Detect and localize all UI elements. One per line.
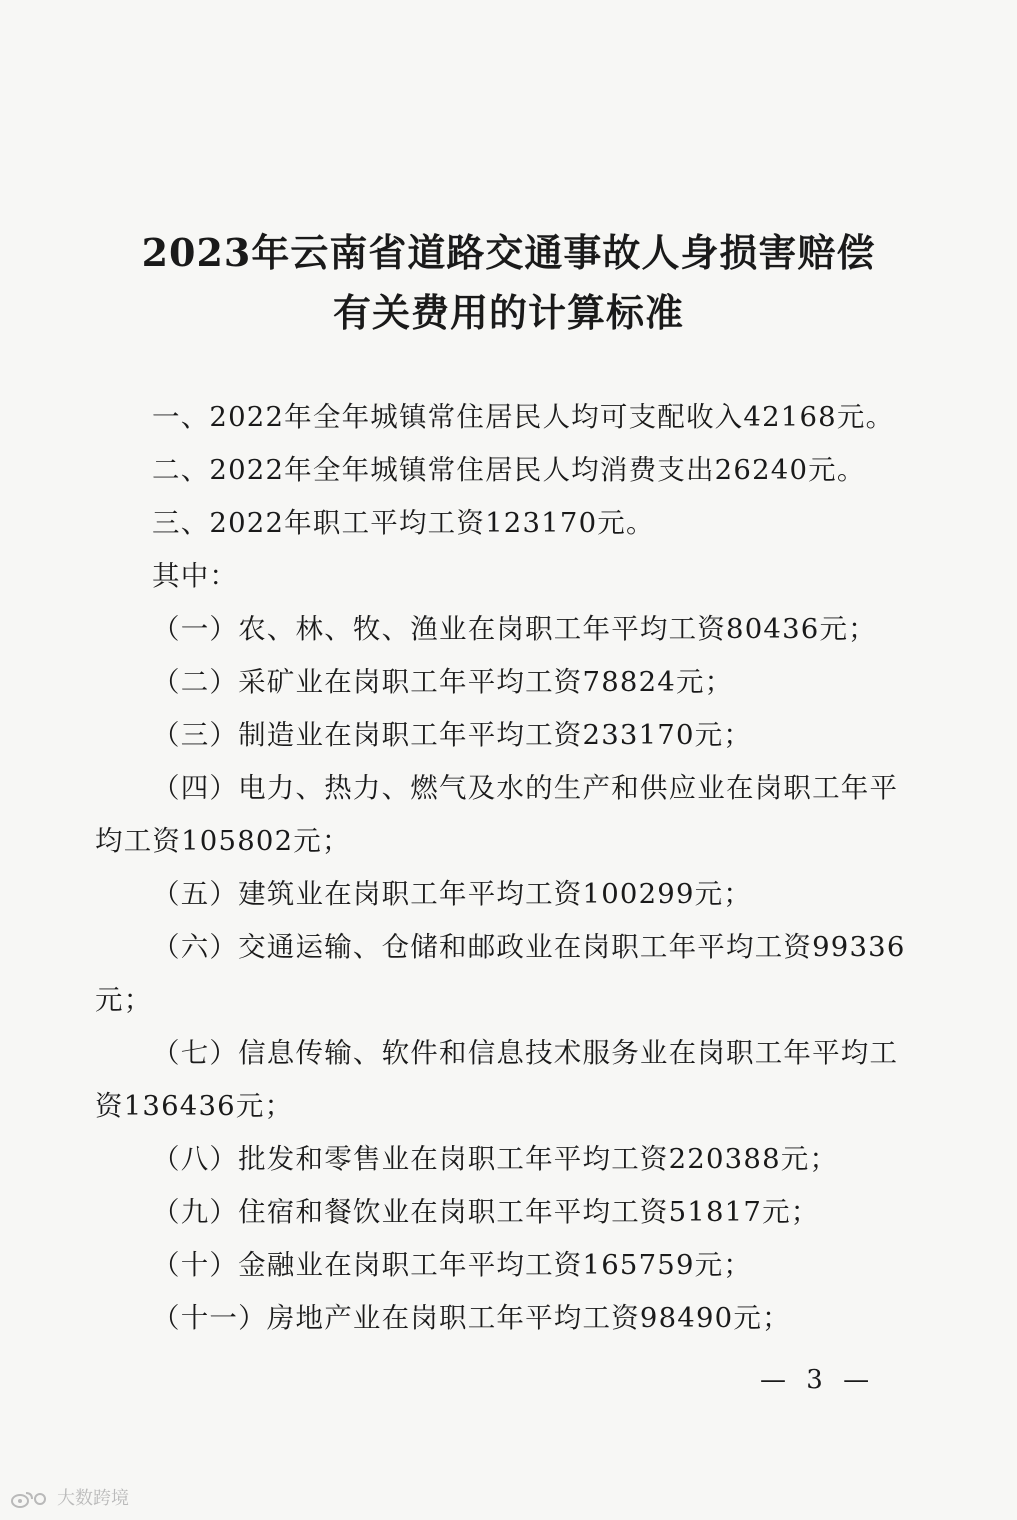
sub-item-10: （十）金融业在岗职工年平均工资165759元； [152, 1249, 753, 1281]
item-2-consumption: 二、2022年全年城镇常住居民人均消费支出26240元。 [152, 454, 866, 486]
sub-item-5: （五）建筑业在岗职工年平均工资100299元； [152, 878, 753, 910]
document-title-line-1: 2023年云南省道路交通事故人身损害赔偿 [141, 230, 876, 275]
item-1-income: 一、2022年全年城镇常住居民人均可支配收入42168元。 [152, 401, 895, 433]
weibo-logo-icon [10, 1489, 50, 1509]
sub-item-6-line-2: 元； [95, 984, 153, 1016]
document-title-line-2: 有关费用的计算标准 [332, 290, 684, 335]
sub-item-7-line-1: （七）信息传输、软件和信息技术服务业在岗职工年平均工 [152, 1037, 899, 1069]
sub-item-11: （十一）房地产业在岗职工年平均工资98490元； [152, 1302, 791, 1334]
item-3-average-wage: 三、2022年职工平均工资123170元。 [152, 507, 655, 539]
sub-item-4-line-2: 均工资105802元； [95, 825, 351, 857]
sub-item-1: （一）农、林、牧、渔业在岗职工年平均工资80436元； [152, 613, 877, 645]
among-label: 其中： [152, 560, 239, 592]
sub-item-6-line-1: （六）交通运输、仓储和邮政业在岗职工年平均工资99336 [152, 931, 906, 963]
sub-item-3: （三）制造业在岗职工年平均工资233170元； [152, 719, 753, 751]
watermark-text: 大数跨境 [57, 1488, 130, 1508]
sub-item-8: （八）批发和零售业在岗职工年平均工资220388元； [152, 1143, 839, 1175]
sub-item-7-line-2: 资136436元； [95, 1090, 294, 1122]
sub-item-4-line-1: （四）电力、热力、燃气及水的生产和供应业在岗职工年平 [152, 772, 899, 804]
sub-item-2: （二）采矿业在岗职工年平均工资78824元； [152, 666, 734, 698]
page-number: — 3 — [760, 1365, 876, 1395]
watermark [10, 1484, 129, 1510]
sub-item-9: （九）住宿和餐饮业在岗职工年平均工资51817元； [152, 1196, 820, 1228]
